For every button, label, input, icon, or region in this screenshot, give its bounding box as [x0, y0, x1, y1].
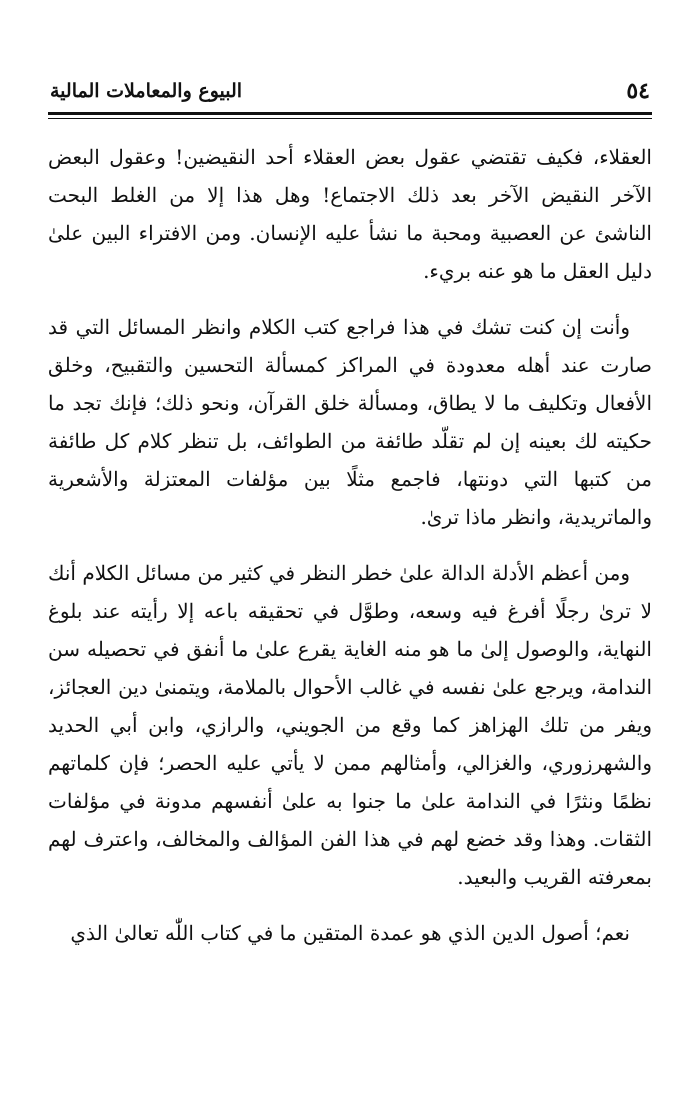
paragraph: ومن أعظم الأدلة الدالة علىٰ خطر النظر في كثير من مسائل الكلام أنك لا ترىٰ رجلًا أفرغ فيه وسعه، وطوَّل في تحقيقه باعه إلا رأيته عند بلوغ النهاية، والوصول إلىٰ ما هو منه الغاية يقرع علىٰ ما أنفق في تحصيله سن الندامة، ويرجع علىٰ نفسه في غالب الأحوال بالملامة، ويتمنىٰ دين العجائز، ويفر من تلك الهزاهز كما وقع من الجويني، والرازي، وابن أبي الحديد والشهرزوري، والغزالي، وأمثالهم ممن لا يأتي عليه الحصر؛ فإن كلماتهم نظمًا ونثرًا في الندامة علىٰ ما جنوا به علىٰ أنفسهم مدونة في مؤلفات الثقات. وهذا وقد خضع لهم في هذا الفن المؤالف والمخالف، واعترف لهم بمعرفته القريب والبعيد. — [48, 561, 652, 889]
header-rule-thick — [48, 112, 652, 115]
paragraph: العقلاء، فكيف تقتضي عقول بعض العقلاء أحد النقيضين! وعقول البعض الآخر النقيض الآخر بعد ذلك الاجتماع! وهل هذا إلا من الغلط البحت الناشئ عن العصبية ومحبة ما نشأ عليه الإنسان. ومن الافتراء البين علىٰ دليل العقل ما هو عنه بريء. — [48, 145, 652, 283]
body-text — [48, 138, 652, 970]
paragraph: نعم؛ أصول الدين الذي هو عمدة المتقين ما في كتاب اللّٰه تعالىٰ الذي — [70, 921, 630, 945]
page-header — [50, 74, 650, 114]
paragraph: وأنت إن كنت تشك في هذا فراجع كتب الكلام وانظر المسائل التي قد صارت عند أهله معدودة في المراكز كمسألة التحسين والتقبيح، وخلق الأفعال وتكليف ما لا يطاق، ومسألة خلق القرآن، ونحو ذلك؛ فإنك تجد ما حكيته لك بعينه إن لم تقلّد طائفة من الطوائف، بل تنظر كلام كل طائفة من كتبها التي دونتها، فاجمع مثلًا بين مؤلفات المعتزلة والأشعرية والماتريدية، وانظر ماذا ترىٰ. — [48, 315, 652, 529]
header-rule-thin — [48, 118, 652, 119]
running-title: البيوع والمعاملات المالية — [50, 80, 243, 102]
page-number: ٥٤ — [626, 78, 650, 104]
